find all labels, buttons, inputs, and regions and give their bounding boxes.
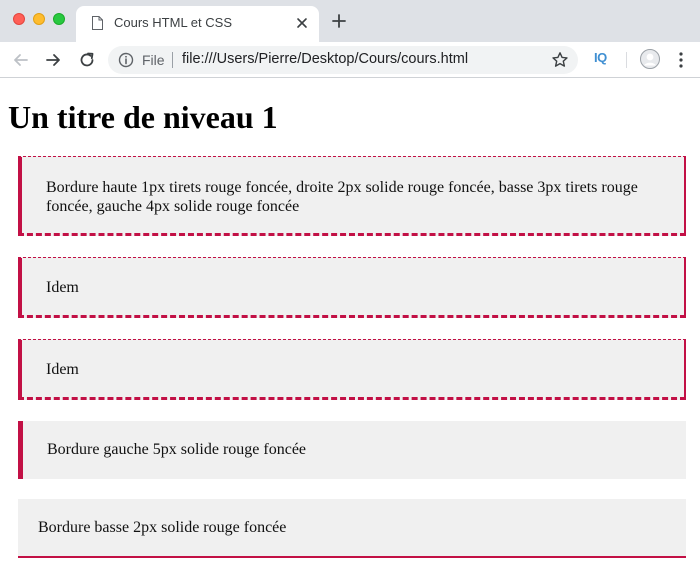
browser-toolbar	[0, 42, 700, 78]
address-scheme-label: File	[142, 52, 165, 68]
back-arrow-icon[interactable]	[12, 51, 30, 69]
browser-menu-icon[interactable]	[678, 51, 684, 69]
document-icon	[92, 16, 103, 30]
window-minimize-button[interactable]	[33, 13, 45, 25]
tab-strip	[0, 0, 700, 42]
page-viewport	[0, 79, 700, 588]
reload-icon[interactable]	[78, 51, 96, 69]
info-icon[interactable]	[118, 52, 134, 68]
tab-active[interactable]	[76, 6, 319, 42]
address-url[interactable]: file:///Users/Pierre/Desktop/Cours/cours.html	[182, 51, 469, 67]
bordered-box-mixed	[18, 156, 686, 236]
window-close-button[interactable]	[13, 13, 25, 25]
box-text: Bordure basse 2px solide rouge foncée	[38, 519, 287, 536]
new-tab-icon[interactable]	[331, 13, 347, 29]
bordered-box-idem-1	[18, 257, 686, 318]
profile-avatar-icon[interactable]	[640, 49, 660, 69]
box-text: Idem	[46, 361, 79, 378]
box-text: Bordure haute 1px tirets rouge foncée, droite 2px solide rouge foncée, basse 3px tirets rouge foncée, gauche 4px solide rouge foncée	[46, 179, 638, 215]
bookmark-star-icon[interactable]	[551, 51, 569, 69]
forward-arrow-icon[interactable]	[44, 51, 62, 69]
toolbar-divider	[626, 52, 627, 68]
tab-title: Cours HTML et CSS	[114, 15, 232, 30]
box-text: Idem	[46, 279, 79, 296]
close-tab-icon[interactable]	[295, 16, 309, 30]
address-divider	[172, 52, 173, 68]
window-zoom-button[interactable]	[53, 13, 65, 25]
bordered-box-bottom	[18, 499, 686, 558]
bordered-box-idem-2	[18, 339, 686, 400]
extension-iq-icon[interactable]: IQ	[594, 50, 607, 65]
box-text: Bordure gauche 5px solide rouge foncée	[47, 441, 307, 458]
page-heading: Un titre de niveau 1	[8, 99, 278, 135]
address-bar[interactable]	[108, 46, 578, 74]
bordered-box-left	[18, 421, 686, 479]
